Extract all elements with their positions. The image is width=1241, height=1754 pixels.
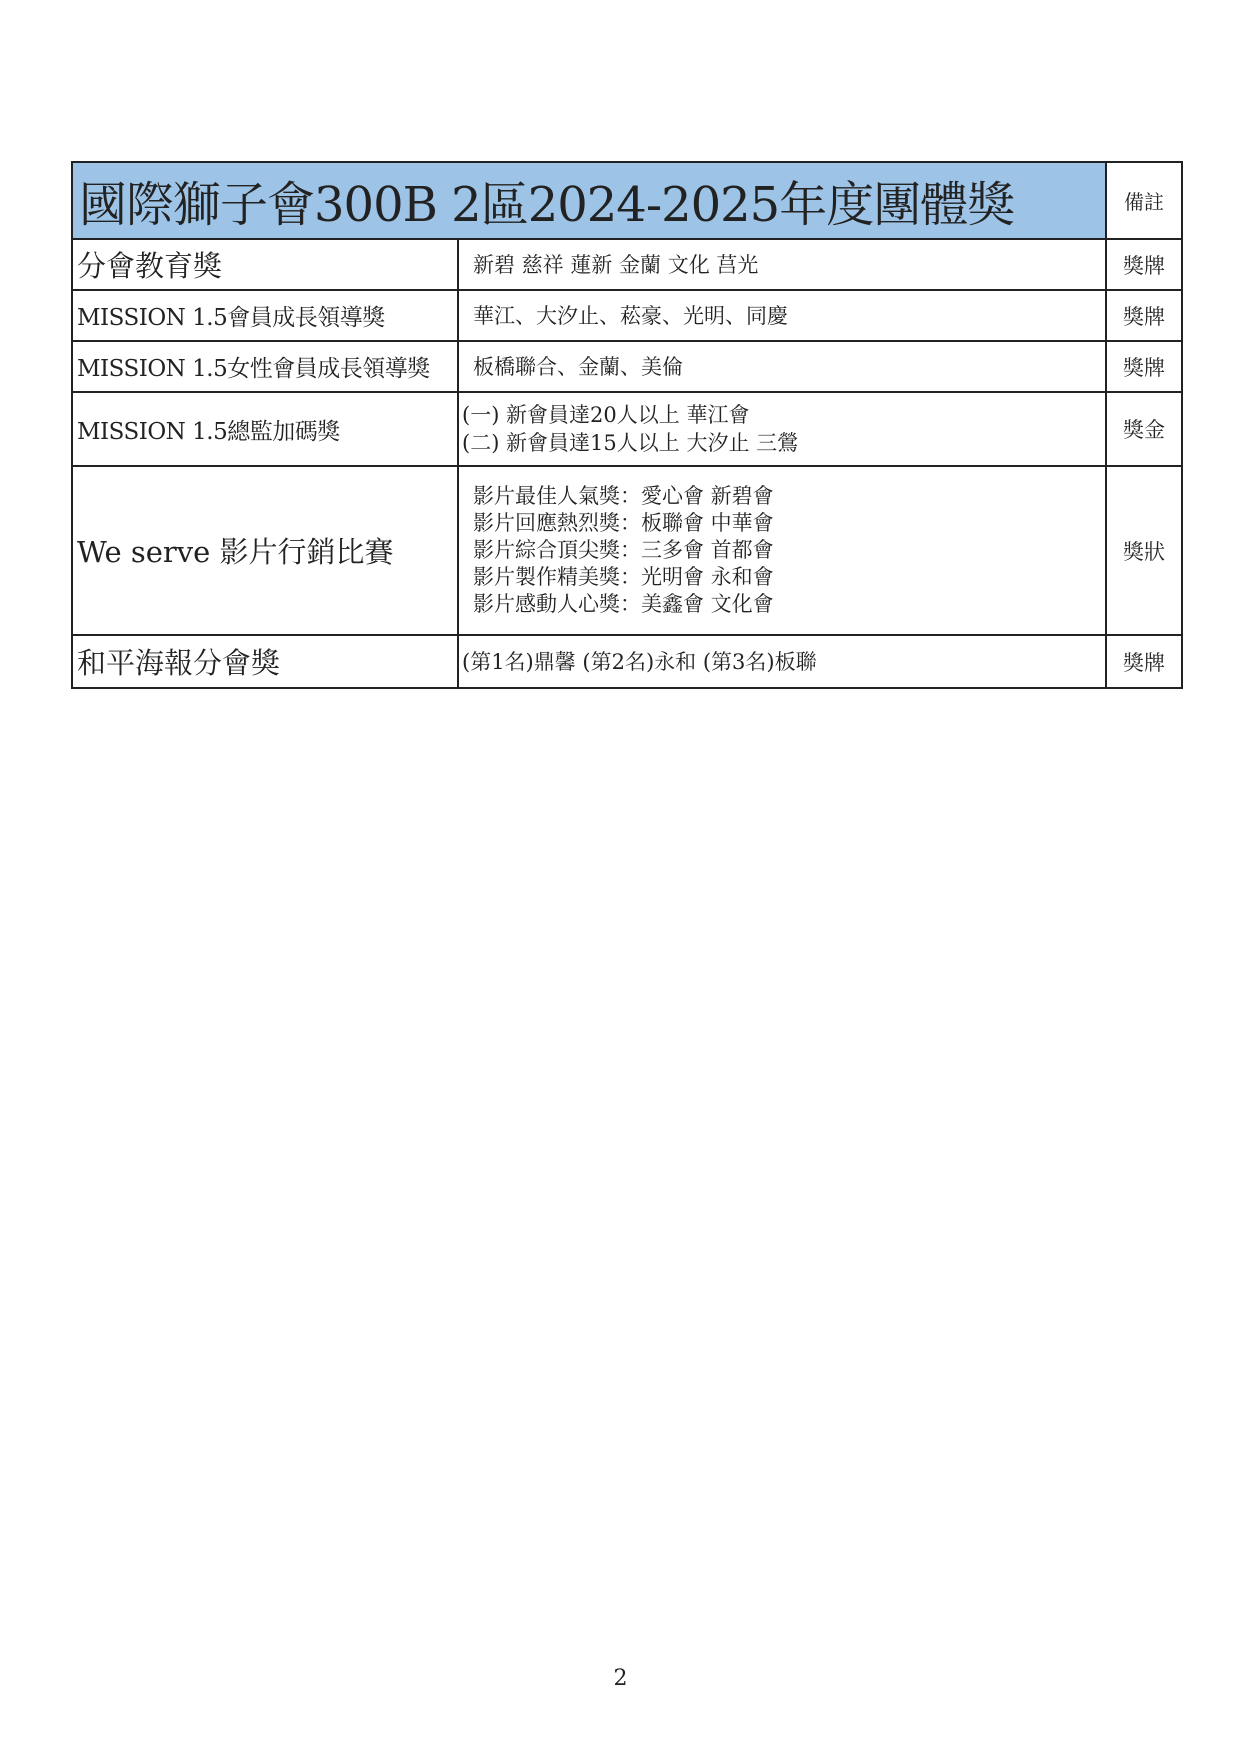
recipient-line: (一) 新會員達20人以上 華江會 [462,403,750,427]
recipient-line: 華江、大汐止、菘豪、光明、同慶 [473,303,788,328]
table-row [72,290,1182,341]
recipient-line: (二) 新會員達15人以上 大汐止 三鶯 [462,431,799,455]
award-name: MISSION 1.5女性會員成長領導獎 [72,341,458,392]
recipient-line: 影片製作精美獎：光明會 永和會 [473,565,774,589]
table-row [72,341,1182,392]
award-recipients [458,239,1106,290]
award-recipients [458,466,1106,635]
table-title: 國際獅子會300B 2區2024-2025年度團體獎 [72,162,1106,239]
award-table [71,161,1183,689]
table-title-row [72,162,1182,239]
award-recipients [458,341,1106,392]
table-row [72,466,1182,635]
award-recipients [458,635,1106,688]
award-recipients [458,392,1106,466]
note-column-header: 備註 [1106,162,1182,239]
award-note: 獎狀 [1106,466,1182,635]
award-name: MISSION 1.5會員成長領導獎 [72,290,458,341]
page-number: 2 [613,1666,628,1691]
award-recipients [458,290,1106,341]
recipient-line: 影片最佳人氣獎：愛心會 新碧會 [473,484,774,508]
award-note: 獎牌 [1106,341,1182,392]
recipient-line: 影片感動人心獎：美鑫會 文化會 [473,592,774,616]
award-note: 獎牌 [1106,239,1182,290]
award-name: 分會教育獎 [72,239,458,290]
award-note: 獎牌 [1106,635,1182,688]
recipient-line: (第1名)鼎馨 (第2名)永和 (第3名)板聯 [462,649,817,674]
recipient-line: 新碧 慈祥 蓮新 金蘭 文化 莒光 [473,252,759,277]
table-row [72,239,1182,290]
award-note: 獎牌 [1106,290,1182,341]
recipient-line: 影片回應熱烈獎：板聯會 中華會 [473,511,774,535]
recipient-line: 影片綜合頂尖獎：三多會 首都會 [473,538,774,562]
recipient-line: 板橋聯合、金蘭、美倫 [473,354,683,379]
award-name: 和平海報分會獎 [72,635,458,688]
table-row [72,635,1182,688]
table-row [72,392,1182,466]
award-name: MISSION 1.5總監加碼獎 [72,392,458,466]
award-name: We serve 影片行銷比賽 [72,466,458,635]
award-note: 獎金 [1106,392,1182,466]
